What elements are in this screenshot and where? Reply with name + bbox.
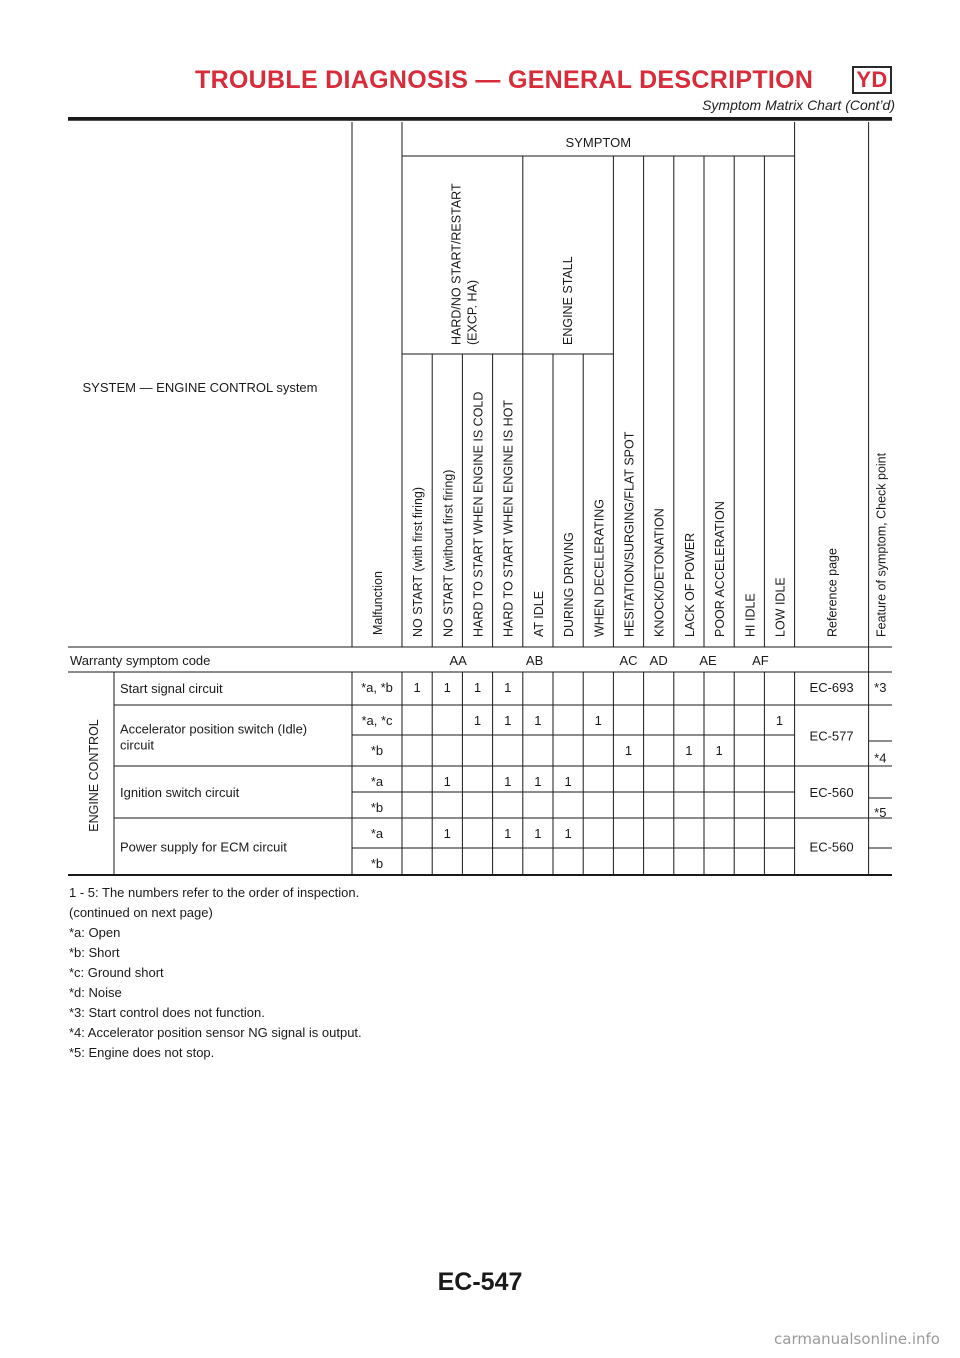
row-name: Power supply for ECM circuit [120, 839, 287, 855]
symptom-column-header: AT IDLE [531, 590, 546, 637]
symptom-column-header: NO START (with first firing) [411, 486, 426, 637]
footnote: *5: Engine does not stop. [69, 1045, 215, 1060]
feature-header: Feature of symptom, Check point [874, 452, 889, 637]
feature-note: *3 [874, 680, 887, 695]
section-label: ENGINE CONTROL [87, 719, 101, 832]
warranty-code: AC [619, 653, 638, 668]
footnote: *d: Noise [69, 985, 122, 1000]
inspection-order: 1 [534, 826, 542, 841]
row-name: Ignition switch circuit [120, 785, 240, 800]
feature-note: *4 [874, 750, 887, 766]
symptom-column-header: HESITATION/SURGING/FLAT SPOT [622, 431, 637, 637]
inspection-order: 1 [564, 826, 572, 841]
malfunction-header: Malfunction [371, 571, 385, 635]
inspection-order: 1 [624, 743, 633, 758]
page-title: TROUBLE DIAGNOSIS — GENERAL DESCRIPTION [195, 66, 814, 94]
inspection-order: 1 [413, 680, 421, 695]
reference-page: EC-693 [809, 680, 854, 695]
symptom-column-header: DURING DRIVING [562, 532, 577, 637]
footnote: 1 - 5: The numbers refer to the order of inspection. [69, 885, 360, 900]
engine-badge: YD [852, 66, 892, 94]
inspection-order: 1 [504, 774, 512, 789]
page-number: EC-547 [437, 1268, 523, 1296]
inspection-order: 1 [443, 680, 451, 695]
inspection-order: 1 [504, 826, 512, 841]
failure-mode: *b [370, 800, 384, 815]
footnote: *c: Ground short [69, 965, 164, 980]
inspection-order: 1 [534, 713, 542, 728]
failure-mode: *b [370, 743, 384, 758]
inspection-order: 1 [473, 680, 482, 695]
footnote: *a: Open [69, 925, 121, 940]
inspection-order: 1 [775, 713, 784, 728]
inspection-order: 1 [715, 743, 723, 758]
reference-page: EC-560 [809, 839, 854, 855]
reference-page: EC-560 [809, 785, 854, 800]
symptom-column-header: POOR ACCELERATION [713, 501, 728, 637]
footnote: *b: Short [69, 945, 120, 960]
symptom-column-header: HI IDLE [743, 593, 758, 637]
row-name: Accelerator position switch (Idle) [120, 721, 308, 737]
inspection-order: 1 [443, 826, 451, 841]
reference-page-header: Reference page [825, 548, 840, 637]
symptom-column-header: KNOCK/DETONATION [652, 508, 667, 637]
failure-mode: *a [370, 826, 384, 841]
watermark: carmanualsonline.info [774, 1330, 940, 1348]
symptom-column-header: LOW IDLE [773, 577, 788, 637]
symptom-column-header: NO START (without first firing) [441, 469, 456, 637]
inspection-order: 1 [685, 743, 693, 758]
footnote: *3: Start control does not function. [69, 1005, 265, 1020]
reference-page: EC-577 [809, 728, 854, 744]
inspection-order: 1 [443, 774, 451, 789]
feature-note: *5 [874, 805, 887, 820]
failure-mode: *a, *b [361, 680, 393, 695]
row-name: circuit [120, 737, 154, 753]
warranty-code: AB [525, 653, 544, 668]
inspection-order: 1 [504, 680, 512, 695]
warranty-code: AE [699, 653, 717, 668]
failure-mode: *a [370, 774, 384, 789]
symptom-column-header: HARD TO START WHEN ENGINE IS COLD [471, 391, 486, 637]
footnote: (continued on next page) [69, 905, 213, 920]
symptom-column-header: LACK OF POWER [682, 532, 697, 637]
footnotes [69, 883, 362, 1063]
group-hard-no-start: HARD/NO START/RESTART [449, 183, 464, 345]
warranty-label: Warranty symptom code [70, 653, 211, 668]
row-name: Start signal circuit [120, 681, 223, 696]
group-hard-no-start: (EXCP. HA) [465, 279, 480, 345]
page-subtitle: Symptom Matrix Chart (Cont’d) [702, 97, 895, 113]
failure-mode: *a, *c [361, 713, 393, 728]
system-label: SYSTEM — ENGINE CONTROL system [82, 380, 318, 395]
failure-mode: *b [370, 856, 384, 871]
symptom-column-header: WHEN DECELERATING [592, 499, 607, 637]
inspection-order: 1 [534, 774, 542, 789]
inspection-order: 1 [504, 713, 512, 728]
warranty-code: AA [449, 653, 467, 668]
inspection-order: 1 [473, 713, 482, 728]
inspection-order: 1 [564, 774, 572, 789]
warranty-code: AF [752, 653, 769, 668]
group-engine-stall: ENGINE STALL [561, 256, 576, 345]
inspection-order: 1 [594, 713, 602, 728]
footnote: *4: Accelerator position sensor NG signal is output. [69, 1025, 362, 1040]
warranty-code: AD [649, 653, 668, 668]
symptom-column-header: HARD TO START WHEN ENGINE IS HOT [501, 399, 516, 637]
symptom-header: SYMPTOM [565, 135, 632, 150]
